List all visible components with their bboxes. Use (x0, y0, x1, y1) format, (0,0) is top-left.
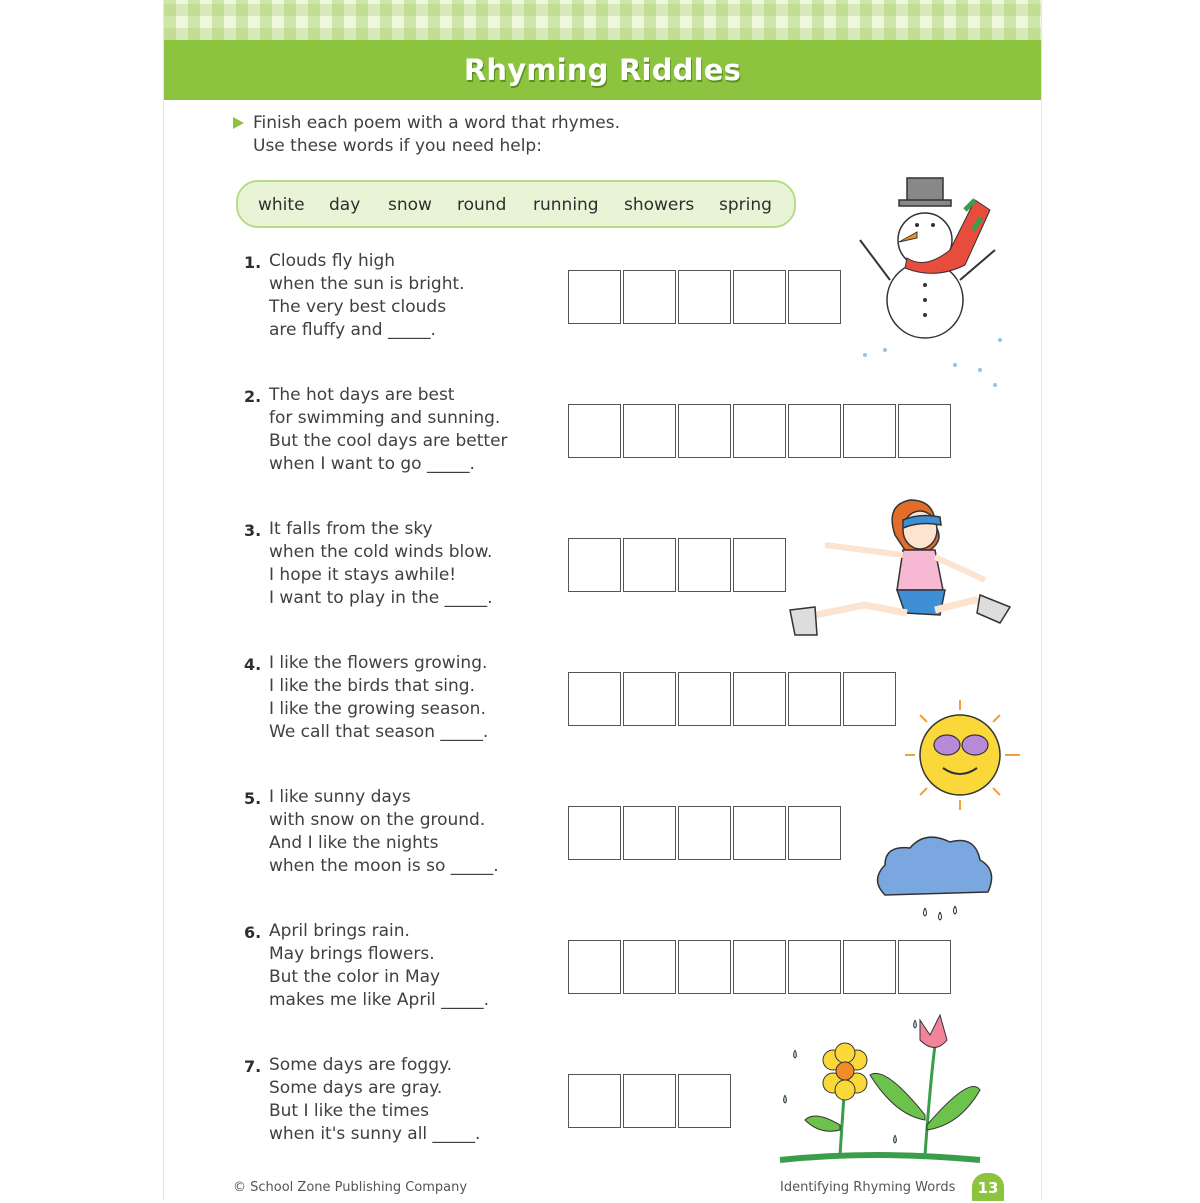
riddle-line: when the cold winds blow. (269, 542, 493, 562)
answer-boxes (568, 940, 953, 994)
riddle-line: And I like the nights (269, 833, 439, 853)
gingham-header-strip (164, 0, 1041, 40)
flowers-icon (775, 1005, 990, 1165)
riddle-poem (269, 518, 493, 610)
riddle-line: when I want to go _____. (269, 454, 475, 474)
riddle-line: I like the flowers growing. (269, 653, 488, 673)
answer-letter-box[interactable] (568, 940, 621, 994)
answer-letter-box[interactable] (623, 404, 676, 458)
answer-boxes (568, 404, 953, 458)
word-bank-word: white (258, 195, 305, 215)
page-title: Rhyming Riddles (463, 53, 742, 87)
riddle-poem (269, 250, 465, 342)
answer-letter-box[interactable] (678, 940, 731, 994)
copyright: © School Zone Publishing Company (233, 1180, 468, 1195)
answer-letter-box[interactable] (733, 672, 786, 726)
answer-letter-box[interactable] (843, 672, 896, 726)
answer-letter-box[interactable] (568, 404, 621, 458)
answer-letter-box[interactable] (623, 538, 676, 592)
riddle-line: Some days are foggy. (269, 1055, 453, 1075)
page-number: 13 (972, 1173, 1004, 1201)
answer-letter-box[interactable] (568, 806, 621, 860)
riddle-line: Clouds fly high (269, 251, 396, 271)
answer-letter-box[interactable] (623, 270, 676, 324)
riddle-poem (269, 1054, 480, 1146)
answer-letter-box[interactable] (568, 672, 621, 726)
riddle-line: I want to play in the _____. (269, 588, 493, 608)
word-bank-word: snow (388, 195, 432, 215)
answer-letter-box[interactable] (733, 538, 786, 592)
answer-letter-box[interactable] (788, 672, 841, 726)
answer-boxes (568, 1074, 733, 1128)
riddle-line: I like the birds that sing. (269, 676, 476, 696)
answer-letter-box[interactable] (788, 940, 841, 994)
answer-letter-box[interactable] (623, 806, 676, 860)
riddle-line: But the color in May (269, 967, 441, 987)
answer-boxes (568, 672, 898, 726)
answer-letter-box[interactable] (733, 940, 786, 994)
riddle-number: 3. (244, 521, 262, 540)
word-bank-word: spring (719, 195, 772, 215)
riddle-line: The hot days are best (269, 385, 455, 405)
riddle-number: 1. (244, 253, 262, 272)
answer-letter-box[interactable] (678, 404, 731, 458)
sun-with-sunglasses-icon (905, 700, 1025, 810)
riddle-line: Some days are gray. (269, 1078, 443, 1098)
riddle-poem (269, 652, 488, 744)
answer-letter-box[interactable] (733, 806, 786, 860)
answer-letter-box[interactable] (568, 270, 621, 324)
word-bank-word: day (329, 195, 361, 215)
word-bank-word: running (533, 195, 599, 215)
answer-letter-box[interactable] (568, 538, 621, 592)
answer-letter-box[interactable] (788, 404, 841, 458)
riddle-line: But I like the times (269, 1101, 430, 1121)
answer-letter-box[interactable] (678, 538, 731, 592)
answer-letter-box[interactable] (623, 672, 676, 726)
instruction-arrow-icon (233, 117, 244, 129)
answer-letter-box[interactable] (788, 806, 841, 860)
instruction-line-2: Use these words if you need help: (253, 136, 542, 156)
answer-letter-box[interactable] (733, 404, 786, 458)
answer-letter-box[interactable] (788, 270, 841, 324)
riddle-line: We call that season _____. (269, 722, 489, 742)
riddle-poem (269, 920, 489, 1012)
riddle-line: It falls from the sky (269, 519, 433, 539)
riddle-line: I like the growing season. (269, 699, 486, 719)
title-banner (164, 40, 1041, 100)
running-girl-icon (785, 495, 1015, 650)
riddle-line: for swimming and sunning. (269, 408, 501, 428)
answer-letter-box[interactable] (678, 270, 731, 324)
answer-letter-box[interactable] (678, 806, 731, 860)
riddle-poem (269, 786, 499, 878)
answer-letter-box[interactable] (678, 1074, 731, 1128)
answer-boxes (568, 270, 843, 324)
word-bank (236, 180, 796, 228)
riddle-line: April brings rain. (269, 921, 410, 941)
riddle-line: I hope it stays awhile! (269, 565, 457, 585)
answer-letter-box[interactable] (678, 672, 731, 726)
answer-letter-box[interactable] (568, 1074, 621, 1128)
riddle-line: makes me like April _____. (269, 990, 490, 1010)
word-bank-word: showers (624, 195, 695, 215)
riddle-number: 5. (244, 789, 262, 808)
word-bank-word: round (457, 195, 507, 215)
snowman-icon (855, 170, 1005, 400)
riddle-line: May brings flowers. (269, 944, 435, 964)
riddle-line: I like sunny days (269, 787, 411, 807)
riddle-number: 7. (244, 1057, 262, 1076)
riddle-number: 6. (244, 923, 262, 942)
answer-letter-box[interactable] (843, 404, 896, 458)
riddle-number: 4. (244, 655, 262, 674)
answer-boxes (568, 806, 843, 860)
riddle-poem (269, 384, 508, 476)
riddle-number: 2. (244, 387, 262, 406)
answer-letter-box[interactable] (898, 404, 951, 458)
answer-letter-box[interactable] (623, 1074, 676, 1128)
answer-letter-box[interactable] (898, 940, 951, 994)
riddle-line: The very best clouds (269, 297, 447, 317)
answer-boxes (568, 538, 788, 592)
answer-letter-box[interactable] (843, 940, 896, 994)
footer-topic: Identifying Rhyming Words (780, 1180, 956, 1195)
riddle-line: But the cool days are better (269, 431, 508, 451)
riddle-line: are fluffy and _____. (269, 320, 436, 340)
riddle-line: when the moon is so _____. (269, 856, 499, 876)
rain-cloud-icon (870, 830, 1000, 925)
instruction-line-1: Finish each poem with a word that rhymes. (253, 113, 621, 133)
answer-letter-box[interactable] (623, 940, 676, 994)
instructions (233, 112, 620, 158)
answer-letter-box[interactable] (733, 270, 786, 324)
riddle-line: with snow on the ground. (269, 810, 486, 830)
riddle-line: when the sun is bright. (269, 274, 465, 294)
riddle-line: when it's sunny all _____. (269, 1124, 481, 1144)
